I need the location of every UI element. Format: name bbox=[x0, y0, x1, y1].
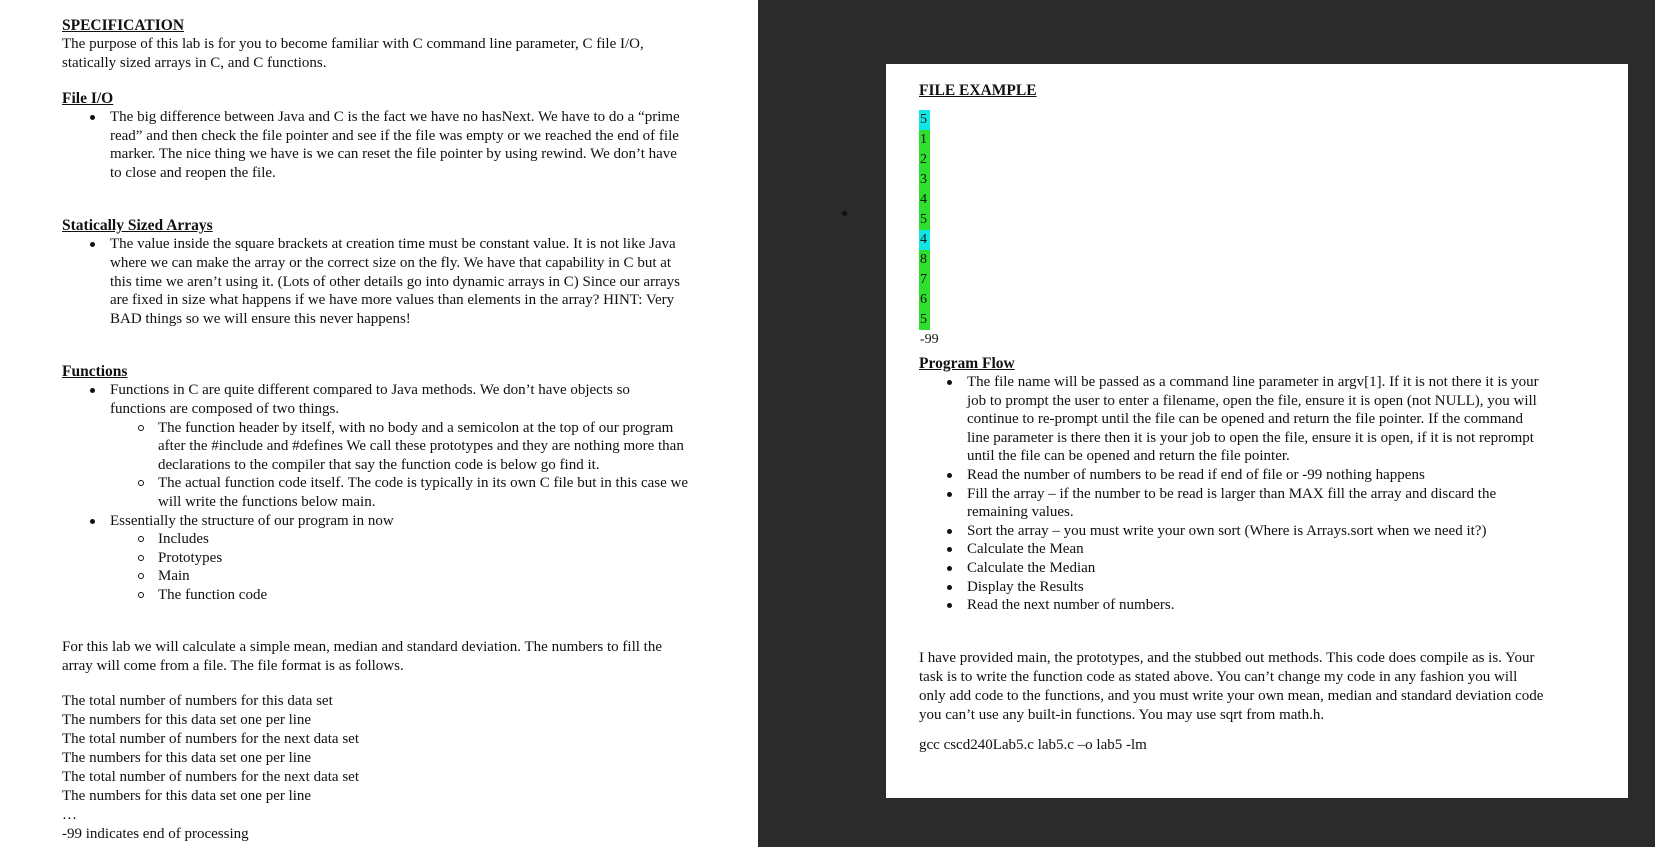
example-number: 4 bbox=[919, 230, 930, 250]
ellipsis-line: … bbox=[62, 807, 77, 824]
structure-item-main: Main bbox=[110, 567, 738, 586]
fileio-list bbox=[62, 108, 738, 182]
functions-heading: Functions bbox=[62, 363, 128, 381]
flow-b1-line-2: job to prompt the user to enter a filename, open the file, ensure it is open (not NULL), you will bbox=[967, 392, 1537, 409]
fileio-bullet bbox=[62, 108, 738, 182]
gcc-command-line: gcc cscd240Lab5.c lab5.c –o lab5 -lm bbox=[919, 736, 1147, 753]
example-terminator: -99 bbox=[920, 332, 939, 347]
calc-para-line-2: array will come from a file. The file format is as follows. bbox=[62, 658, 404, 675]
functions-sub2-line-1: The actual function code itself. The code is typically in its own C file but in this case we bbox=[158, 475, 689, 492]
flow-bullet-2: Read the number of numbers to be read if end of file or -99 nothing happens bbox=[919, 466, 1608, 485]
stray-bullet-dot bbox=[842, 211, 847, 216]
flow-b1-line-4: line parameter is there then it is your job to open the file, ensure it is open, if it is not reprompt bbox=[967, 429, 1534, 446]
fileio-line-2: read” and then check the file pointer and see if the file was empty or we reached the end of file bbox=[110, 127, 679, 144]
document-page-left bbox=[0, 0, 758, 847]
arrays-line-4: are fixed in size what happens if we have more values than elements in the array? HINT: Very bbox=[110, 292, 675, 309]
arrays-heading: Statically Sized Arrays bbox=[62, 217, 213, 235]
functions-sub2-line-2: will write the functions below main. bbox=[158, 493, 376, 510]
provided-para-line-1: I have provided main, the prototypes, and the stubbed out methods. This code does compile as is. Your bbox=[919, 649, 1535, 666]
provided-para-line-4: you can’t use any built-in functions. You may use sqrt from math.h. bbox=[919, 706, 1325, 723]
format-line-3: The total number of numbers for the next data set bbox=[62, 731, 359, 748]
provided-para-line-2: task is to write the function code as stated above. You can’t change my code in any fashion you will bbox=[919, 668, 1518, 685]
functions-sub1-line-1: The function header by itself, with no body and a semicolon at the top of our program bbox=[158, 419, 674, 436]
structure-sublist bbox=[110, 530, 738, 604]
arrays-list bbox=[62, 235, 738, 328]
example-number: 7 bbox=[919, 270, 930, 290]
flow-b1-line-1: The file name will be passed as a command line parameter in argv[1]. If it is not there it is your bbox=[967, 374, 1539, 390]
format-line-1: The total number of numbers for this data set bbox=[62, 693, 333, 710]
flow-bullet-6: Calculate the Median bbox=[919, 559, 1608, 578]
format-line-5: The total number of numbers for the next data set bbox=[62, 769, 359, 786]
functions-b1-line-2: functions are composed of two things. bbox=[110, 400, 340, 417]
example-number: 2 bbox=[919, 150, 930, 170]
file-example-numbers bbox=[919, 110, 939, 350]
arrays-line-2: where we can make the array or the correct size on the fly. We have that capability in C but at bbox=[110, 254, 672, 271]
fileio-heading: File I/O bbox=[62, 90, 114, 107]
arrays-line-1: The value inside the square brackets at creation time must be constant value. It is not like Java bbox=[110, 236, 676, 253]
example-number: 3 bbox=[919, 170, 930, 190]
calc-para-line-1: For this lab we will calculate a simple mean, median and standard deviation. The numbers to fill the bbox=[62, 639, 662, 656]
functions-sub-item-2 bbox=[110, 474, 738, 511]
program-flow-list bbox=[919, 373, 1608, 615]
example-number: 5 bbox=[919, 310, 930, 330]
flow-bullet-4: Sort the array – you must write your own sort (Where is Arrays.sort when we need it?) bbox=[919, 522, 1608, 541]
flow-b3-line-1: Fill the array – if the number to be read is larger than MAX fill the array and discard the bbox=[967, 485, 1497, 502]
functions-sub1-line-2: after the #include and #defines We call these prototypes and they are nothing more than bbox=[158, 438, 684, 455]
flow-bullet-8: Read the next number of numbers. bbox=[919, 596, 1608, 615]
end-of-processing-line: -99 indicates end of processing bbox=[62, 826, 249, 843]
example-number: 6 bbox=[919, 290, 930, 310]
functions-sublist bbox=[110, 419, 738, 512]
file-example-heading: FILE EXAMPLE bbox=[919, 82, 1037, 99]
flow-b1-line-3: continue to re-prompt until the file can be opened and return the file pointer. If the command bbox=[967, 411, 1524, 428]
program-flow-heading: Program Flow bbox=[919, 355, 1015, 372]
flow-b3-line-2: remaining values. bbox=[967, 504, 1074, 521]
example-number: 4 bbox=[919, 190, 930, 210]
arrays-bullet bbox=[62, 235, 738, 328]
format-line-2: The numbers for this data set one per line bbox=[62, 712, 312, 729]
spec-intro-line-2: statically sized arrays in C, and C functions. bbox=[62, 55, 327, 71]
structure-item-function-code: The function code bbox=[110, 586, 738, 605]
flow-bullet-3 bbox=[919, 485, 1608, 522]
arrays-line-5: BAD things so we will ensure this never happens! bbox=[110, 310, 411, 327]
flow-bullet-1 bbox=[919, 373, 1608, 466]
example-number: 1 bbox=[919, 130, 930, 150]
functions-sub1-line-3: declarations to the compiler that say the function code is below go find it. bbox=[158, 456, 600, 473]
provided-para-line-3: only add code to the functions, and you must write your own mean, median and standard deviation code bbox=[919, 687, 1544, 704]
fileio-line-3: marker. The nice thing we have is we can reset the file pointer by using rewind. We don’t have bbox=[110, 146, 677, 163]
flow-bullet-7: Display the Results bbox=[919, 578, 1608, 597]
structure-item-prototypes: Prototypes bbox=[110, 549, 738, 568]
example-number: 5 bbox=[919, 210, 930, 230]
functions-list bbox=[62, 381, 738, 604]
spec-intro-line-1: The purpose of this lab is for you to become familiar with C command line parameter, C file I/O, bbox=[62, 36, 644, 52]
fileio-line-1: The big difference between Java and C is the fact we have no hasNext. We have to do a “prime bbox=[110, 109, 680, 125]
functions-bullet-1 bbox=[62, 381, 738, 511]
functions-b1-line-1: Functions in C are quite different compared to Java methods. We don’t have objects so bbox=[110, 382, 630, 399]
arrays-line-3: this time we aren’t using it. (Lots of other details go into dynamic arrays in C) Since our arrays bbox=[110, 273, 681, 290]
document-page-right bbox=[886, 64, 1628, 798]
example-number: 5 bbox=[919, 110, 930, 130]
example-number: 8 bbox=[919, 250, 930, 270]
functions-sub-item-1 bbox=[110, 419, 738, 475]
functions-b2-text: Essentially the structure of our program in now bbox=[110, 512, 394, 529]
fileio-line-4: to close and reopen the file. bbox=[110, 164, 276, 181]
flow-b1-line-5: until the file can be opened and return the file pointer. bbox=[967, 448, 1290, 465]
structure-item-includes: Includes bbox=[110, 530, 738, 549]
format-line-4: The numbers for this data set one per line bbox=[62, 750, 312, 767]
format-line-6: The numbers for this data set one per line bbox=[62, 788, 312, 805]
functions-bullet-2 bbox=[62, 512, 738, 605]
flow-bullet-5: Calculate the Mean bbox=[919, 540, 1608, 559]
spec-heading: SPECIFICATION bbox=[62, 17, 185, 34]
